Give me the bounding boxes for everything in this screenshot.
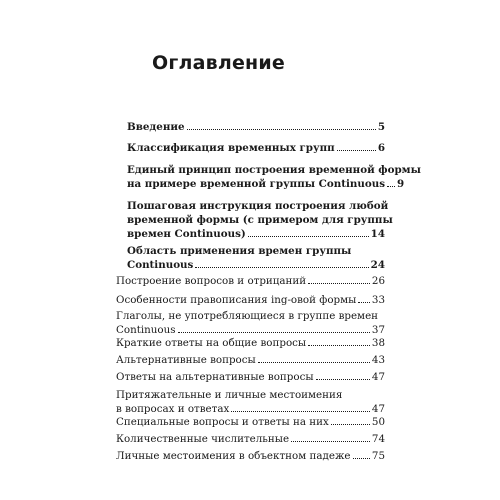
toc-entry-ing-form-spelling[interactable] [116,293,385,307]
dot-leader [231,411,370,412]
toc-entry-unified-principle[interactable] [127,163,421,191]
toc-entry-possessive-and-personal-pronouns[interactable] [116,388,385,416]
toc-entry-title: Специальные вопросы и ответы на них [116,416,329,428]
toc-entry-short-answers[interactable] [116,336,385,350]
toc-entry-title-line: Continuous [127,259,194,271]
toc-entry-title-line: на примере временной группы Continuous [127,178,385,190]
toc-entry-continuous-usage[interactable] [127,244,385,272]
page-number: 14 [370,228,385,240]
toc-entry-title: Краткие ответы на общие вопросы [116,337,307,349]
toc-entry-title-line: в вопросах и ответах [116,403,230,415]
toc-entry-title-line: Единый принцип построения временной формы [127,164,421,176]
dot-leader [337,150,376,151]
page-number: 74 [371,433,385,445]
toc-entry-title-line: временной формы (с примером для группы [127,214,393,226]
dot-leader [316,379,370,380]
page-number: 24 [370,259,385,271]
toc-entry-title: Ответы на альтернативные вопросы [116,371,314,383]
toc-entry-title: Введение [127,121,185,133]
toc-entry-title-line: времен Continuous) [127,228,246,240]
page-number: 9 [397,178,405,190]
toc-entry-questions-and-negations[interactable] [116,274,385,288]
toc-entry-object-pronouns[interactable] [116,449,385,463]
dot-leader [187,129,376,130]
dot-leader [195,267,368,268]
toc-entry-title-line: Притяжательные и личные местоимения [116,389,343,401]
toc-entry-answers-to-alternative-questions[interactable] [116,370,385,384]
dot-leader [353,458,370,459]
page-number: 33 [371,294,385,306]
toc-entry-step-by-step-instruction[interactable] [127,199,393,241]
toc-entry-title: Классификация временных групп [127,142,335,154]
dot-leader [387,186,395,187]
dot-leader [178,332,370,333]
toc-entry-title-line: Continuous [116,324,176,336]
dot-leader [291,441,370,442]
toc-entry-title: Альтернативные вопросы [116,354,256,366]
dot-leader [248,236,369,237]
page-number: 75 [371,450,385,462]
dot-leader [308,283,370,284]
page-number: 47 [371,403,385,415]
toc-entry-title-line: Пошаговая инструкция построения любой [127,200,389,212]
page-number: 43 [371,354,385,366]
page-number: 47 [371,371,385,383]
dot-leader [258,362,370,363]
toc-entry-verbs-not-used-in-continuous[interactable] [116,309,385,337]
page-number: 50 [371,416,385,428]
page-number: 38 [371,337,385,349]
page-number: 26 [371,275,385,287]
page-number: 6 [377,142,385,154]
toc-entry-title: Построение вопросов и отрицаний [116,275,307,287]
dot-leader [358,302,370,303]
toc-entry-title-line: Область применения времен группы [127,245,352,257]
toc-entry-title: Особенности правописания ing-овой формы [116,294,357,306]
toc-entry-special-questions[interactable] [116,415,385,429]
page-number: 37 [371,324,385,336]
page-number: 5 [377,121,385,133]
dot-leader [331,424,370,425]
dot-leader [308,345,370,346]
toc-entry-title: Количественные числительные [116,433,290,445]
toc-entry-tense-groups-classification[interactable] [127,141,385,155]
toc-entry-alternative-questions[interactable] [116,353,385,367]
toc-entry-introduction[interactable] [127,120,385,134]
toc-entry-title: Личные местоимения в объектном падеже [116,450,351,462]
page-title: Оглавление [152,52,285,74]
toc-entry-title-line: Глаголы, не употребляющиеся в группе времен [116,310,379,322]
toc-entry-cardinal-numerals[interactable] [116,432,385,446]
